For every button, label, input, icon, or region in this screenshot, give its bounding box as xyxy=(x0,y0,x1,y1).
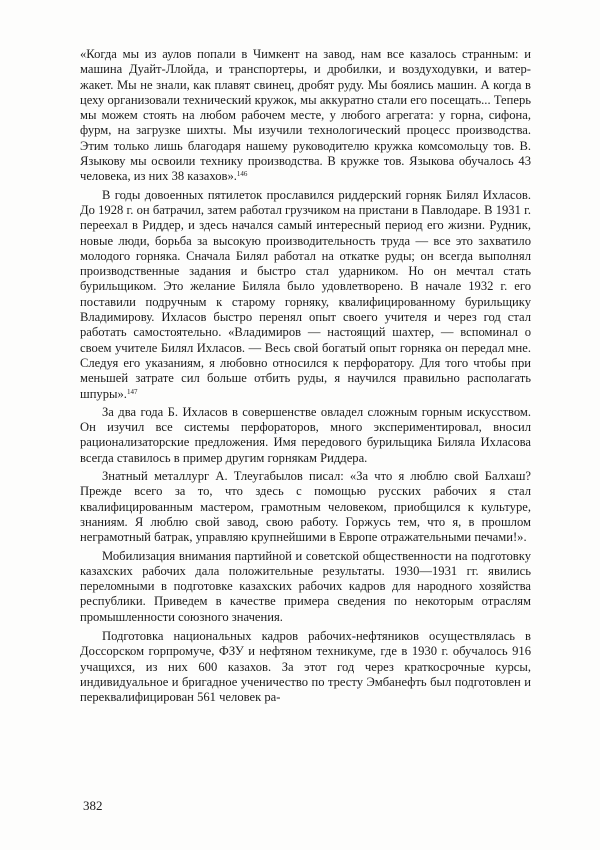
paragraph-text: «Когда мы из аулов попали в Чимкент на завод, нам все казалось странным: и машина Дуайт-Ллойда, и транспортеры, и дробилки, и воздуходувки, и ватер-жакет. Мы не знали, как плавят свинец, дробят руду. Мы боялись машин. А когда в цеху организовали технический кружок, мы аккуратно стали его посещать... Теперь мы можем стоять на любом рабочем месте, у любого агрегата: у горна, сифона, фурм, на загрузке шихты. Мы изучили технологический процесс производства. Этим только лишь благодаря нашему руководителю кружка комсомольцу тов. В. Языкову мы освоили технику производства. В кружке тов. Языкова обучалось 43 человека, из них 38 казахов». xyxy=(80,47,531,184)
paragraph-text: Мобилизация внимания партийной и советской общественности на подготовку казахских рабочих дала положительные результаты. 1930—1931 гг. явились переломными в подготовке казахских рабочих кадров для народного хозяйства республики. Приведем в качестве примера сведения по некоторым отраслям промышленности союзного значения. xyxy=(80,548,531,624)
paragraph-text: В годы довоенных пятилеток прославился риддерский горняк Билял Ихласов. До 1928 г. он батрачил, затем работал грузчиком на пристани в Павлодаре. В 1931 г. переехал в Риддер, и здесь начался самый интересный период его жизни. Рудник, новые люди, борьба за высокую производительность труда — все это захватило молодого горняка. Сначала Билял работал на откатке руды; он всегда выполнял производственные задания и быстро стал ударником. Но он мечтал стать бурильщиком. Это желание Биляла было удовлетворено. В начале 1932 г. его поставили подручным к старому горняку, квалифицированному бурильщику Владимирову. Ихласов быстро перенял опыт своего учителя и через год стал работать самостоятельно. «Владимиров — настоящий шахтер, — вспоминал о своем учителе Билял Ихласов. — Весь свой богатый опыт горняка он передал мне. Следуя его указаниям, я любовно относился к перфоратору. Для того чтобы при меньшей затрате сил больше отбить руды, я научился правильно располагать шпуры». xyxy=(80,187,531,401)
paragraph-text: Подготовка национальных кадров рабочих-нефтяников осуществлялась в Доссорском горпромуче, ФЗУ и нефтяном техникуме, где в 1930 г. обучалось 916 учащихся, из них 600 казахов. За этот год через краткосрочные курсы, индивидуальное и бригадное ученичество по тресту Эмбанефть был подготовлен и переквалифицирован 561 человек ра- xyxy=(80,628,531,705)
footnote-marker: 147 xyxy=(126,387,138,396)
page-number: 382 xyxy=(83,798,103,813)
paragraph-chimkent-quote xyxy=(80,47,531,185)
paragraph-oil-workers xyxy=(80,629,531,705)
paragraph-tleugabylov-quote xyxy=(80,469,531,545)
paragraph-text: За два года Б. Ихласов в совершенстве овладел сложным горным искусством. Он изучил все системы перфораторов, много экспериментировал, вносил рационализаторские предложения. Имя передового бурильщика Биляла Ихласова всегда ставилось в пример другим горнякам Риддера. xyxy=(80,404,531,465)
paragraph-text: Знатный металлург А. Тлеугабылов писал: «За что я люблю свой Балхаш? Прежде всего за то, что здесь с помощью русских рабочих я стал квалифицированным мастером, грамотным человеком, приобщился к культуре, знаниям. Я люблю свой завод, свою работу. Горжусь тем, что я, в прошлом неграмотный батрак, управляю крупнейшими в Европе отражательными печами!». xyxy=(80,469,531,545)
paragraph-mobilization xyxy=(80,549,531,625)
page-text-block xyxy=(80,47,531,705)
footnote-marker: 146 xyxy=(236,170,248,179)
paragraph-ikhlasov-mastery xyxy=(80,405,531,466)
paragraph-ikhlasov-story xyxy=(80,188,531,402)
